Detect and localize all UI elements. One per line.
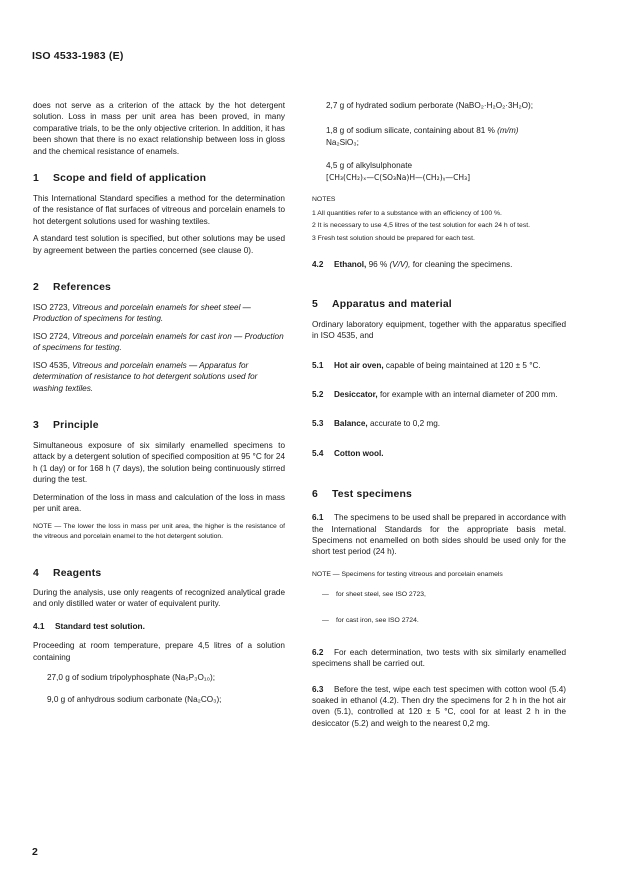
left-column bbox=[33, 100, 285, 705]
section-6-1: 6.1 The specimens to be used shall be prepared in accordance with the International Standards for the appropriate basis metal. Specimens not enamelled on both sides should be used only for the short test period (24 h). bbox=[312, 513, 566, 557]
note-1: 1 All quantities refer to a substance with an efficiency of 100 %. bbox=[312, 209, 502, 217]
intro-paragraph: does not serve as a criterion of the attack by the hot detergent solution. Loss in mass per unit area has been proved, in many comparative trials, to be the only objective criterion. In addition, it has been shown that there is no exact relationship between loss in gloss and the chemical resistance of enamels. bbox=[33, 101, 285, 156]
reference-iso-2724: ISO 2724, Vitreous and porcelain enamels for cast iron — Production of specimens for testing. bbox=[33, 331, 284, 353]
section-4-1-paragraph: Proceeding at room temperature, prepare 4,5 litres of a solution containing bbox=[33, 641, 285, 662]
section-5-heading: 5 Apparatus and material bbox=[312, 298, 452, 310]
reagent-item-5: 4,5 g of alkylsulphonate [CH₃(CH₂)ₓ—C(SO₃Na)H—(CH₂)ᵧ—CH₃] bbox=[326, 161, 471, 182]
section-1-paragraph-1: This International Standard specifies a method for the determination of the resistance of flat surfaces of vitreous and porcelain enamels to hot detergent solutions used for washing textiles. bbox=[33, 194, 285, 226]
section-4-1-heading: 4.1 Standard test solution. bbox=[33, 621, 145, 632]
page-number: 2 bbox=[32, 846, 38, 858]
reagent-item-4: 1,8 g of sodium silicate, containing about 81 % (m/m) Na₂SiO₃; bbox=[326, 126, 519, 147]
section-3-paragraph-1: Simultaneous exposure of six similarly enamelled specimens to attack by a detergent solution of specified composition at 95 °C for 24 h (1 day) or for 168 h (7 days), the solution being continuously stirred during the test. bbox=[33, 440, 285, 485]
note-2: 2 It is necessary to use 4,5 litres of the test solution for each 24 h of test. bbox=[312, 222, 530, 230]
section-6-heading: 6 Test specimens bbox=[312, 489, 412, 501]
section-3-paragraph-2: Determination of the loss in mass and calculation of the loss in mass per unit area. bbox=[33, 492, 285, 513]
section-6-2: 6.2 For each determination, two tests with six similarly enamelled specimens shall be carried out. bbox=[312, 647, 566, 669]
section-6-3: 6.3 Before the test, wipe each test specimen with cotton wool (5.4) soaked in ethanol (4.2). Then dry the specimens for 2 h in the hot air oven (5.1), controlled at 120 ± 5 °C, cool for at least 2 h in the desiccator (5.2) and weigh to the nearest 0,2 mg. bbox=[312, 684, 566, 728]
section-3-note: NOTE — The lower the loss in mass per unit area, the higher is the resistance of the vitreous and porcelain enamel to the hot detergent solution. bbox=[33, 523, 285, 540]
section-3-heading: 3 Principle bbox=[33, 419, 99, 431]
section-4-heading: 4 Reagents bbox=[33, 567, 102, 579]
right-column bbox=[312, 100, 566, 729]
section-2-heading: 2 References bbox=[33, 282, 112, 294]
section-5-1: 5.1 Hot air oven, capable of being maintained at 120 ± 5 °C. bbox=[312, 360, 541, 370]
section-4-paragraph: During the analysis, use only reagents of recognized analytical grade and only distilled water or water of equivalent purity. bbox=[33, 587, 285, 608]
page-header: ISO 4533-1983 (E) bbox=[32, 50, 124, 62]
section-6-note-title: NOTE — Specimens for testing vitreous and porcelain enamels bbox=[312, 570, 503, 578]
section-5-paragraph: Ordinary laboratory equipment, together with the apparatus specified in ISO 4535, and bbox=[312, 319, 566, 341]
reference-iso-4535: ISO 4535, Vitreous and porcelain enamels — Apparatus for determination of resistance to hot detergent solutions used for washing textiles. bbox=[33, 360, 258, 393]
notes-title: NOTES bbox=[312, 196, 336, 204]
section-1-heading: 1 Scope and field of application bbox=[33, 173, 207, 185]
section-6-note-item-1: — for sheet steel, see ISO 2723, bbox=[312, 590, 566, 600]
reagent-item-2: 9,0 g of anhydrous sodium carbonate (Na₂CO₃); bbox=[47, 694, 222, 704]
note-3: 3 Fresh test solution should be prepared for each test. bbox=[312, 234, 475, 242]
section-6-note-item-2: — for cast iron, see ISO 2724. bbox=[312, 616, 566, 626]
section-5-4: 5.4 Cotton wool. bbox=[312, 448, 384, 458]
section-5-2: 5.2 Desiccator, for example with an internal diameter of 200 mm. bbox=[312, 390, 558, 400]
section-1-paragraph-2: A standard test solution is specified, but other solutions may be used by agreement between the parties concerned (see clause 0). bbox=[33, 234, 285, 255]
reagent-item-1: 27,0 g of sodium tripolyphosphate (Na₅P₃O₁₀); bbox=[47, 673, 215, 683]
reagent-item-3: 2,7 g of hydrated sodium perborate (NaBO₂·H₂O₂·3H₂O); bbox=[326, 101, 534, 110]
section-5-3: 5.3 Balance, accurate to 0,2 mg. bbox=[312, 419, 441, 429]
section-4-2: 4.2 Ethanol, 96 % (V/V), for cleaning the specimens. bbox=[312, 260, 513, 270]
reference-iso-2723: ISO 2723, Vitreous and porcelain enamels for sheet steel — Production of specimens for testing. bbox=[33, 303, 251, 324]
